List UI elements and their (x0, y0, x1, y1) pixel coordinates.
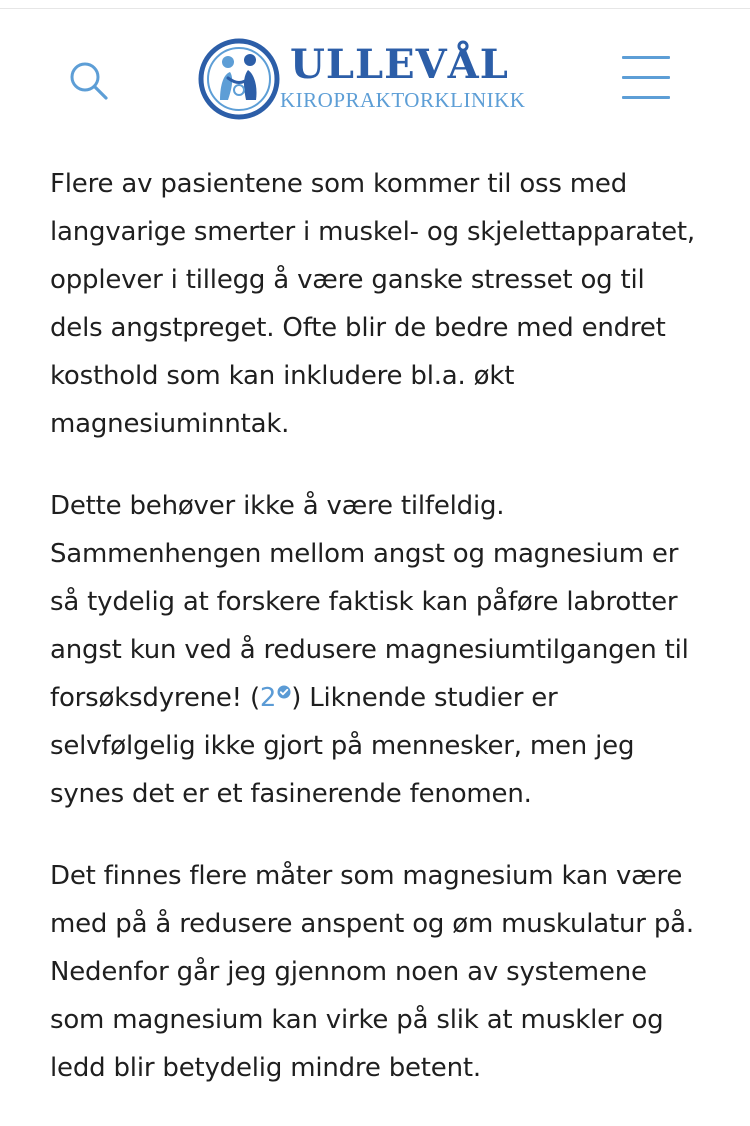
site-header (0, 8, 750, 136)
reference-number: 2 (259, 683, 277, 713)
verified-check-icon (277, 685, 291, 699)
article-paragraph-3: Det finnes flere måter som magnesium kan være med på å redusere anspent og øm muskulatur på. Nedenfor går jeg gjennom noen av systemene som magnesium kan virke på slik at muskler og ledd blir betydelig mindre betent. (50, 861, 694, 1083)
hamburger-menu-icon-bottom (622, 96, 670, 99)
site-logo[interactable] (198, 38, 558, 122)
logo-tagline: KIROPRAKTORKLINIKK (280, 88, 526, 112)
article-paragraph-2 (50, 482, 705, 818)
hamburger-menu-icon (622, 56, 670, 59)
logo-name: ULLEVÅL (290, 41, 509, 88)
menu-button[interactable] (622, 52, 672, 106)
hamburger-menu-icon-middle (622, 76, 670, 79)
paragraph-text-after-ref: ) Liknende studier er selvfølgelig ikke gjort på mennesker, men jeg synes det er et fasinerende fenomen. (50, 683, 635, 809)
reference-link[interactable] (260, 683, 291, 713)
search-icon (66, 58, 112, 104)
article-content (50, 160, 705, 1126)
search-button[interactable] (66, 58, 112, 104)
article-paragraph-1: Flere av pasientene som kommer til oss med langvarige smerter i muskel- og skjelettapparatet, opplever i tillegg å være ganske stresset og til dels angstpreget. Ofte blir de bedre med endret kosthold som kan inkludere bl.a. økt magnesiuminntak. (50, 169, 695, 439)
paragraph-text-before-ref: Dette behøver ikke å være tilfeldig. Sammenhengen mellom angst og magnesium er så tydelig at forskere faktisk kan påføre labrotter angst kun ved å redusere magnesiumtilgangen til forsøksdyrene! ( (50, 491, 689, 713)
logo-emblem-icon (198, 38, 280, 120)
